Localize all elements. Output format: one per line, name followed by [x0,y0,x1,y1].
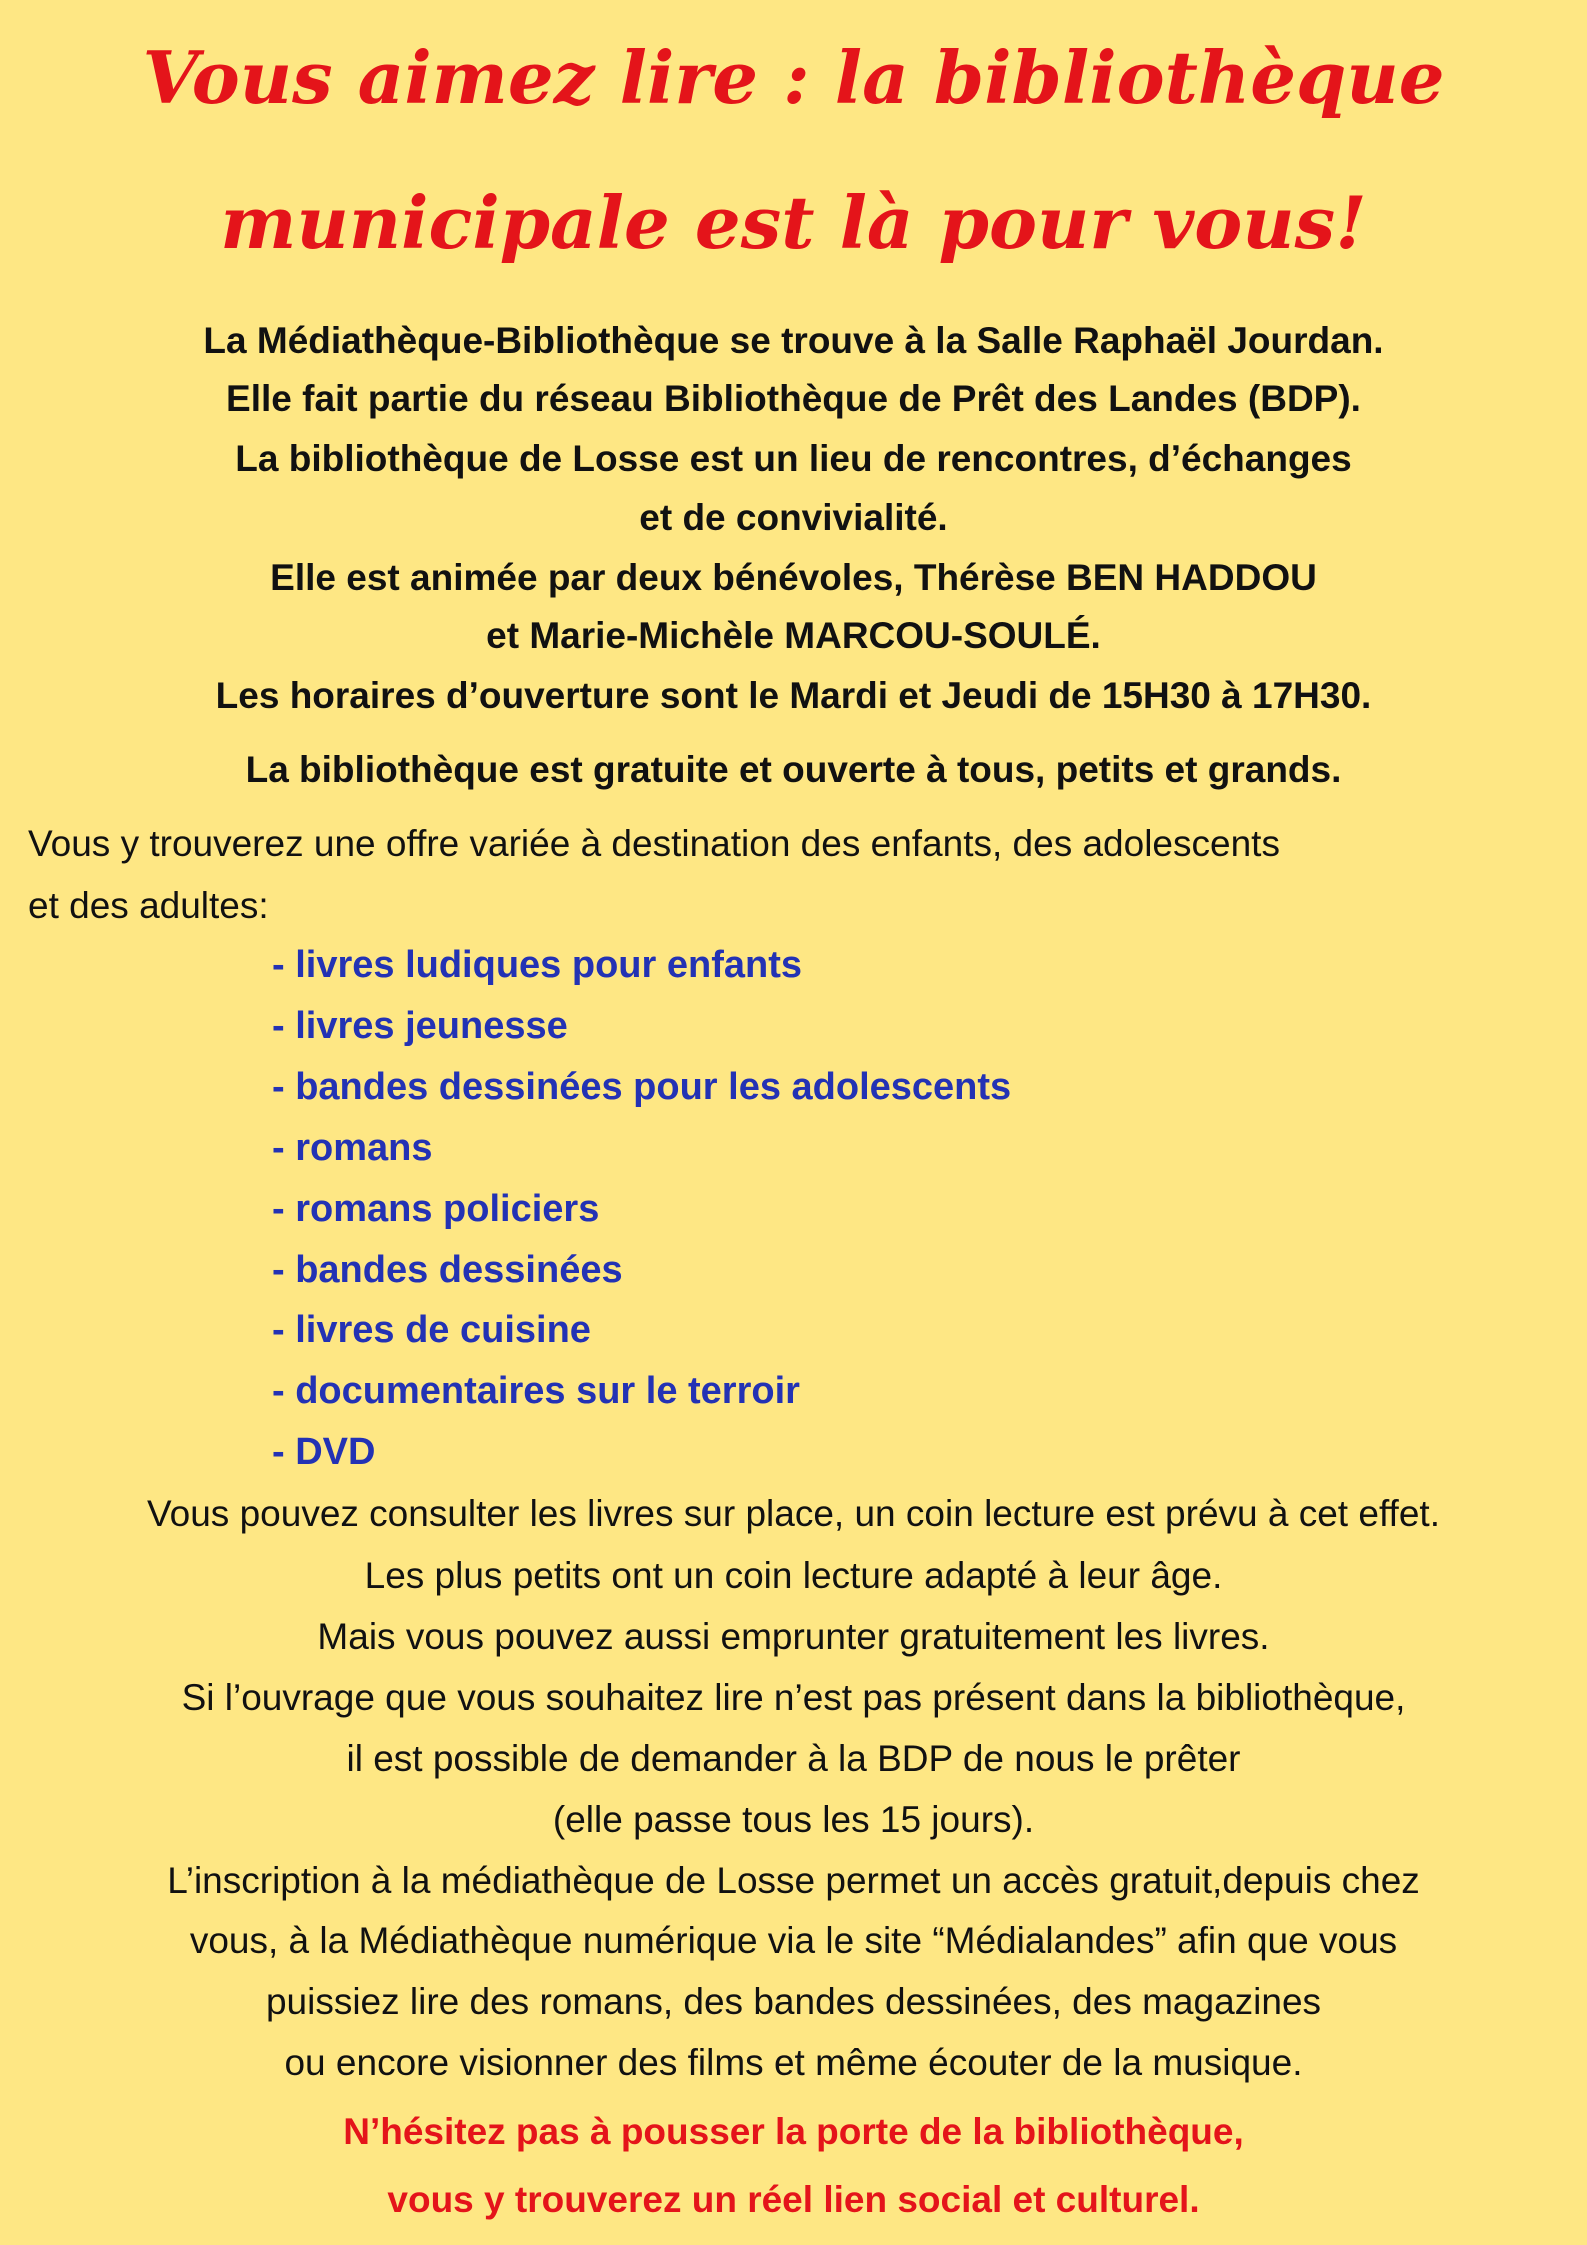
detail-line: ou encore visionner des films et même écouter de la musique. [284,2042,1303,2083]
list-item: - DVD [272,1431,376,1473]
list-item: - bandes dessinées pour les adolescents [272,1066,1012,1108]
detail-line: Mais vous pouvez aussi emprunter gratuitement les livres. [317,1616,1270,1657]
offer-intro-line: Vous y trouverez une offre variée à destination des enfants, des adolescents [28,823,1280,864]
offer-intro-line: et des adultes: [28,885,269,926]
closing-line: vous y trouverez un réel lien social et culturel. [387,2179,1200,2220]
intro-line: Elle fait partie du réseau Bibliothèque de Prêt des Landes (BDP). [226,378,1361,419]
list-item: - romans [272,1127,433,1169]
title-line-1: Vous aimez lire : la bibliothèque [142,35,1445,120]
detail-line: puissiez lire des romans, des bandes dessinées, des magazines [265,1981,1322,2022]
title-line-2: municipale est là pour vous! [220,180,1367,265]
intro-line: et Marie-Michèle MARCOU-SOULÉ. [486,615,1101,656]
detail-line: Les plus petits ont un coin lecture adapté à leur âge. [364,1555,1223,1596]
intro-line: Elle est animée par deux bénévoles, Thérèse BEN HADDOU [270,557,1317,598]
detail-line: (elle passe tous les 15 jours). [552,1799,1035,1840]
closing-line: N’hésitez pas à pousser la porte de la bibliothèque, [343,2111,1244,2152]
list-item: - livres ludiques pour enfants [272,944,802,986]
detail-line: L’inscription à la médiathèque de Losse permet un accès gratuit,depuis chez [167,1860,1420,1901]
list-item: - documentaires sur le terroir [272,1370,800,1412]
list-item: - livres jeunesse [272,1005,568,1047]
detail-line: il est possible de demander à la BDP de nous le prêter [346,1738,1241,1779]
list-item: - romans policiers [272,1188,600,1230]
intro-line: et de convivialité. [639,497,948,538]
intro-line: La bibliothèque de Losse est un lieu de rencontres, d’échanges [235,438,1352,479]
detail-line: Vous pouvez consulter les livres sur place, un coin lecture est prévu à cet effet. [147,1493,1440,1534]
opening-hours: Les horaires d’ouverture sont le Mardi et Jeudi de 15H30 à 17H30. [215,675,1372,716]
detail-line: vous, à la Médiathèque numérique via le site “Médialandes” afin que vous [189,1920,1398,1961]
free-notice: La bibliothèque est gratuite et ouverte à tous, petits et grands. [245,749,1342,790]
list-item: - livres de cuisine [272,1309,591,1351]
list-item: - bandes dessinées [272,1249,623,1291]
intro-line: La Médiathèque-Bibliothèque se trouve à la Salle Raphaël Jourdan. [203,320,1384,361]
detail-line: Si l’ouvrage que vous souhaitez lire n’est pas présent dans la bibliothèque, [181,1677,1406,1718]
